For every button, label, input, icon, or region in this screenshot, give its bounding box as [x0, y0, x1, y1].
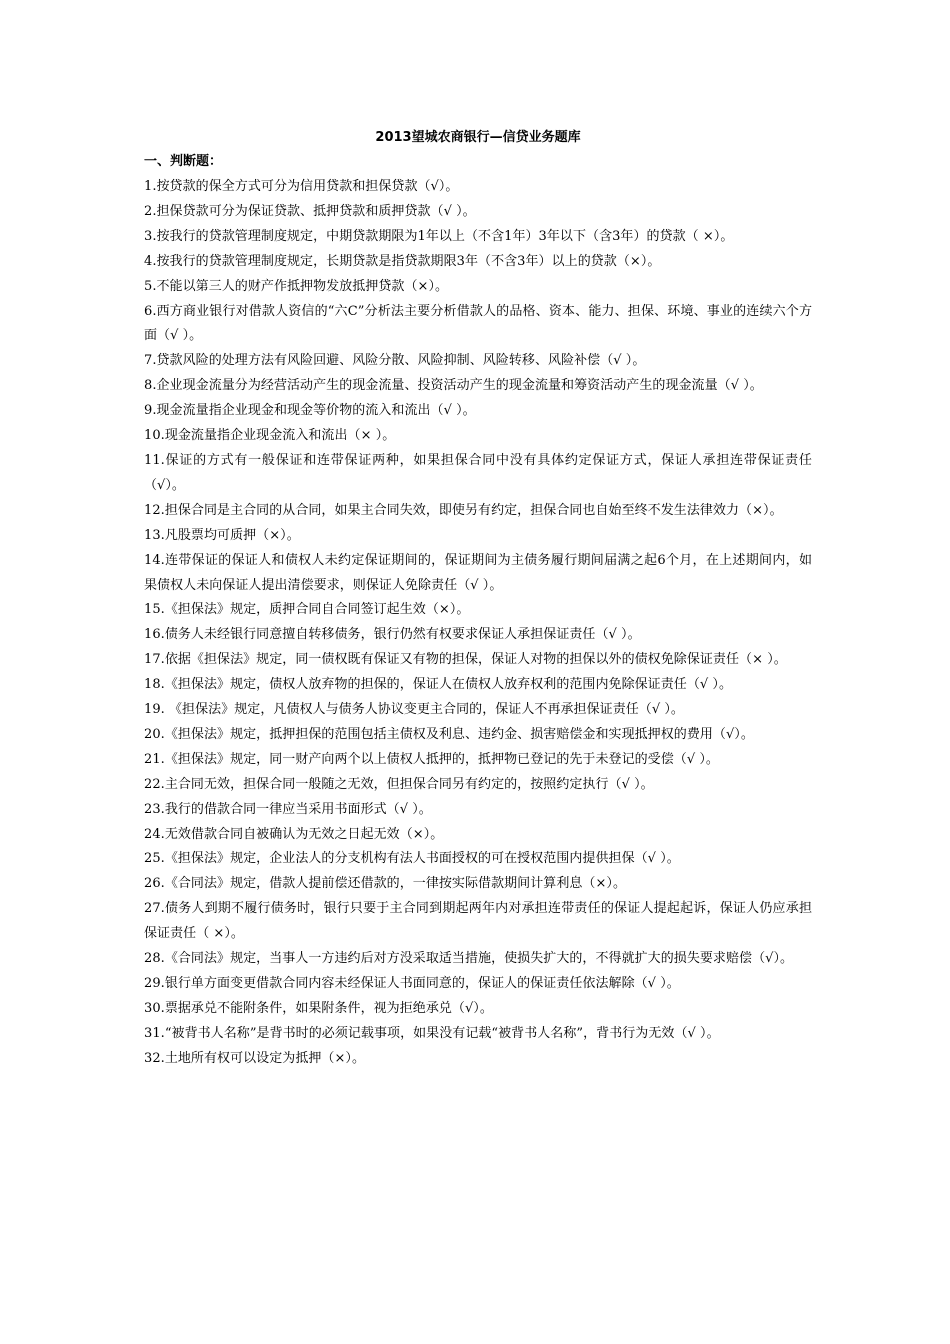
question-item: 26.《合同法》规定，借款人提前偿还借款的，一律按实际借款期间计算利息（×）。 [144, 876, 627, 892]
question-item: 24.无效借款合同自被确认为无效之日起无效（×）。 [144, 826, 444, 842]
question-item: 30.票据承兑不能附条件，如果附条件，视为拒绝承兑（√）。 [144, 1000, 493, 1016]
question-item: 8.企业现金流量分为经营活动产生的现金流量、投资活动产生的现金流量和筹资活动产生的现金流量（√ ）。 [144, 378, 763, 394]
question-item: 32.土地所有权可以设定为抵押（×）。 [144, 1050, 366, 1066]
question-item: 14.连带保证的保证人和债权人未约定保证期间的，保证期间为主债务履行期间届满之起6个月，在上述期间内，如果债权人未向保证人提出清偿要求，则保证人免除责任（√ ）。 [144, 552, 812, 593]
question-item: 20.《担保法》规定，抵押担保的范围包括主债权及利息、违约金、损害赔偿金和实现抵押权的费用（√）。 [144, 726, 754, 742]
question-item: 12.担保合同是主合同的从合同，如果主合同失效，即使另有约定，担保合同也自始至终不发生法律效力（×）。 [144, 502, 783, 518]
question-item: 25.《担保法》规定，企业法人的分支机构有法人书面授权的可在授权范围内提供担保（√ ）。 [144, 851, 680, 867]
question-item: 22.主合同无效，担保合同一般随之无效，但担保合同另有约定的，按照约定执行（√ ）。 [144, 776, 654, 792]
question-item: 6.西方商业银行对借款人资信的“六C”分析法主要分析借款人的品格、资本、能力、担保、环境、事业的连续六个方面（√ ）。 [144, 303, 812, 344]
question-item: 2.担保贷款可分为保证贷款、抵押贷款和质押贷款（√ ）。 [144, 203, 476, 219]
question-item: 27.债务人到期不履行债务时，银行只要于主合同到期起两年内对承担连带责任的保证人提起起诉，保证人仍应承担保证责任（ ×）。 [144, 901, 812, 942]
question-item: 18.《担保法》规定，债权人放弃物的担保的，保证人在债权人放弃权利的范围内免除保证责任（√ ）。 [144, 677, 732, 693]
question-item: 23.我行的借款合同一律应当采用书面形式（√ ）。 [144, 801, 432, 817]
question-item: 1.按贷款的保全方式可分为信用贷款和担保贷款（√）。 [144, 179, 459, 194]
question-item: 10.现金流量指企业现金流入和流出（× ）。 [144, 428, 396, 444]
question-item: 29.银行单方面变更借款合同内容未经保证人书面同意的，保证人的保证责任依法解除（√ ）。 [144, 976, 680, 991]
question-item: 21.《担保法》规定，同一财产向两个以上债权人抵押的，抵押物已登记的先于未登记的受偿（√ ）。 [144, 751, 719, 767]
section-heading: 一、判断题： [144, 154, 223, 169]
question-item: 13.凡股票均可质押（×）。 [144, 527, 300, 543]
question-list [144, 175, 812, 1072]
question-item: 3.按我行的贷款管理制度规定，中期贷款期限为1年以上（不含1年）3年以下（含3年）的贷款（ ×）。 [144, 228, 734, 244]
question-item: 9.现金流量指企业现金和现金等价物的流入和流出（√ ）。 [144, 403, 476, 419]
question-item: 28.《合同法》规定，当事人一方违约后对方没采取适当措施，使损失扩大的，不得就扩大的损失要求赔偿（√）。 [144, 951, 794, 967]
question-item: 19. 《担保法》规定，凡债权人与债务人协议变更主合同的，保证人不再承担保证责任（√ ）。 [144, 702, 684, 718]
question-item: 31.“被背书人名称”是背书时的必须记载事项，如果没有记载“被背书人名称”，背书行为无效（√ ）。 [144, 1025, 720, 1041]
question-item: 11.保证的方式有一般保证和连带保证两种，如果担保合同中没有具体约定保证方式，保证人承担连带保证责任（√）。 [144, 452, 812, 493]
question-item: 16.债务人未经银行同意擅自转移债务，银行仍然有权要求保证人承担保证责任（√ ）。 [144, 627, 641, 643]
question-item: 4.按我行的贷款管理制度规定，长期贷款是指贷款期限3年（不含3年）以上的贷款（×）。 [144, 253, 661, 269]
question-item: 17.依据《担保法》规定，同一债权既有保证又有物的担保，保证人对物的担保以外的债权免除保证责任（× ）。 [144, 652, 787, 668]
question-item: 15.《担保法》规定，质押合同自合同签订起生效（×）。 [144, 602, 470, 618]
document-page [144, 128, 812, 1072]
question-item: 5.不能以第三人的财产作抵押物发放抵押贷款（×）。 [144, 278, 449, 294]
document-title: 2013望城农商银行—信贷业务题库 [375, 130, 581, 145]
question-item: 7.贷款风险的处理方法有风险回避、风险分散、风险抑制、风险转移、风险补偿（√ ）。 [144, 353, 646, 369]
